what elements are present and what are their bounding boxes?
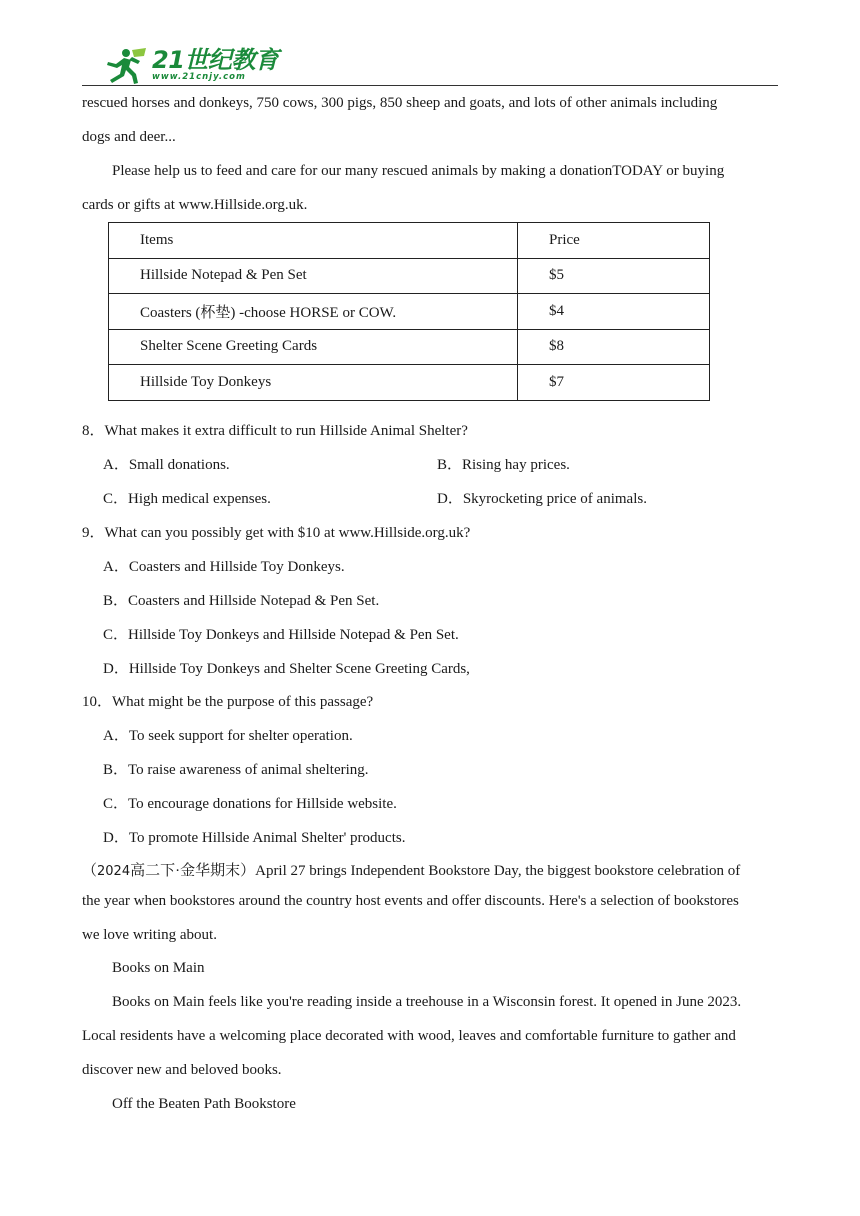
table-row [109, 365, 710, 401]
q10-option-b: B．To raise awareness of animal sheltering. [103, 762, 369, 778]
section-heading-books-on-main: Books on Main [112, 960, 205, 976]
table-cell-price: $8 [518, 329, 710, 365]
table-row [109, 294, 710, 330]
site-logo [102, 42, 154, 86]
table-cell-price: $5 [518, 258, 710, 294]
question-10-stem: 10．What might be the purpose of this passage? [82, 694, 374, 710]
header-divider [82, 85, 778, 86]
source-tag: 高二下·金华期末） [130, 863, 256, 879]
q8-option-a: A．Small donations. [103, 457, 230, 473]
q9-option-a: A．Coasters and Hillside Toy Donkeys. [103, 559, 345, 575]
books-on-main-line2: Local residents have a welcoming place decorated with wood, leaves and comfortable furniture to gather and [82, 1028, 736, 1044]
source-open: （ [82, 863, 98, 879]
q9-option-d: D．Hillside Toy Donkeys and Shelter Scene Greeting Cards, [103, 661, 470, 677]
para1-line2: dogs and deer... [82, 129, 176, 145]
table-header-row [109, 223, 710, 259]
books-on-main-line3: discover new and beloved books. [82, 1062, 282, 1078]
price-table [108, 222, 710, 401]
passage2-line1-text: April 27 brings Independent Bookstore Day, the biggest bookstore celebration of [255, 863, 741, 879]
q8-option-c: C．High medical expenses. [103, 491, 271, 507]
books-on-main-line1: Books on Main feels like you're reading inside a treehouse in a Wisconsin forest. It opened in June 2023. [112, 994, 742, 1010]
section-heading-off-the-beaten-path: Off the Beaten Path Bookstore [112, 1096, 296, 1112]
table-cell-item: Shelter Scene Greeting Cards [109, 329, 518, 365]
passage2-line1 [82, 859, 740, 880]
para2-line1: Please help us to feed and care for our many rescued animals by making a donationTODAY or buying [112, 163, 725, 179]
q10-option-a: A．To seek support for shelter operation. [103, 728, 353, 744]
q9-option-b: B．Coasters and Hillside Notepad & Pen Set. [103, 593, 380, 609]
logo-url-text: www.21cnjy.com [152, 72, 246, 82]
table-cell-item: Coasters (杯垫) -choose HORSE or COW. [109, 294, 518, 330]
q10-option-c: C．To encourage donations for Hillside website. [103, 796, 397, 812]
table-header-items: Items [109, 223, 518, 259]
question-9-stem: 9．What can you possibly get with $10 at www.Hillside.org.uk? [82, 525, 471, 541]
q8-option-d: D．Skyrocketing price of animals. [437, 491, 647, 507]
para1-line1: rescued horses and donkeys, 750 cows, 300 pigs, 850 sheep and goats, and lots of other animals including [82, 95, 718, 111]
q9-option-c: C．Hillside Toy Donkeys and Hillside Notepad & Pen Set. [103, 627, 459, 643]
table-cell-item: Hillside Toy Donkeys [109, 365, 518, 401]
passage2-line2: the year when bookstores around the country host events and offer discounts. Here's a selection of bookstores [82, 893, 739, 909]
table-cell-price: $4 [518, 294, 710, 330]
table-row [109, 258, 710, 294]
source-year: 2024 [97, 864, 131, 879]
q10-option-d: D．To promote Hillside Animal Shelter' products. [103, 830, 406, 846]
logo-wordmark [152, 40, 278, 82]
para2-line2: cards or gifts at www.Hillside.org.uk. [82, 197, 308, 213]
table-header-price: Price [518, 223, 710, 259]
question-8-stem: 8．What makes it extra difficult to run Hillside Animal Shelter? [82, 423, 468, 439]
runner-logo-icon [102, 46, 154, 86]
q8-option-b: B．Rising hay prices. [437, 457, 570, 473]
passage2-line3: we love writing about. [82, 927, 217, 943]
table-row [109, 329, 710, 365]
logo-main-text: 21世纪教育 [152, 46, 279, 74]
page-header [82, 38, 778, 86]
table-cell-price: $7 [518, 365, 710, 401]
table-cell-item: Hillside Notepad & Pen Set [109, 258, 518, 294]
